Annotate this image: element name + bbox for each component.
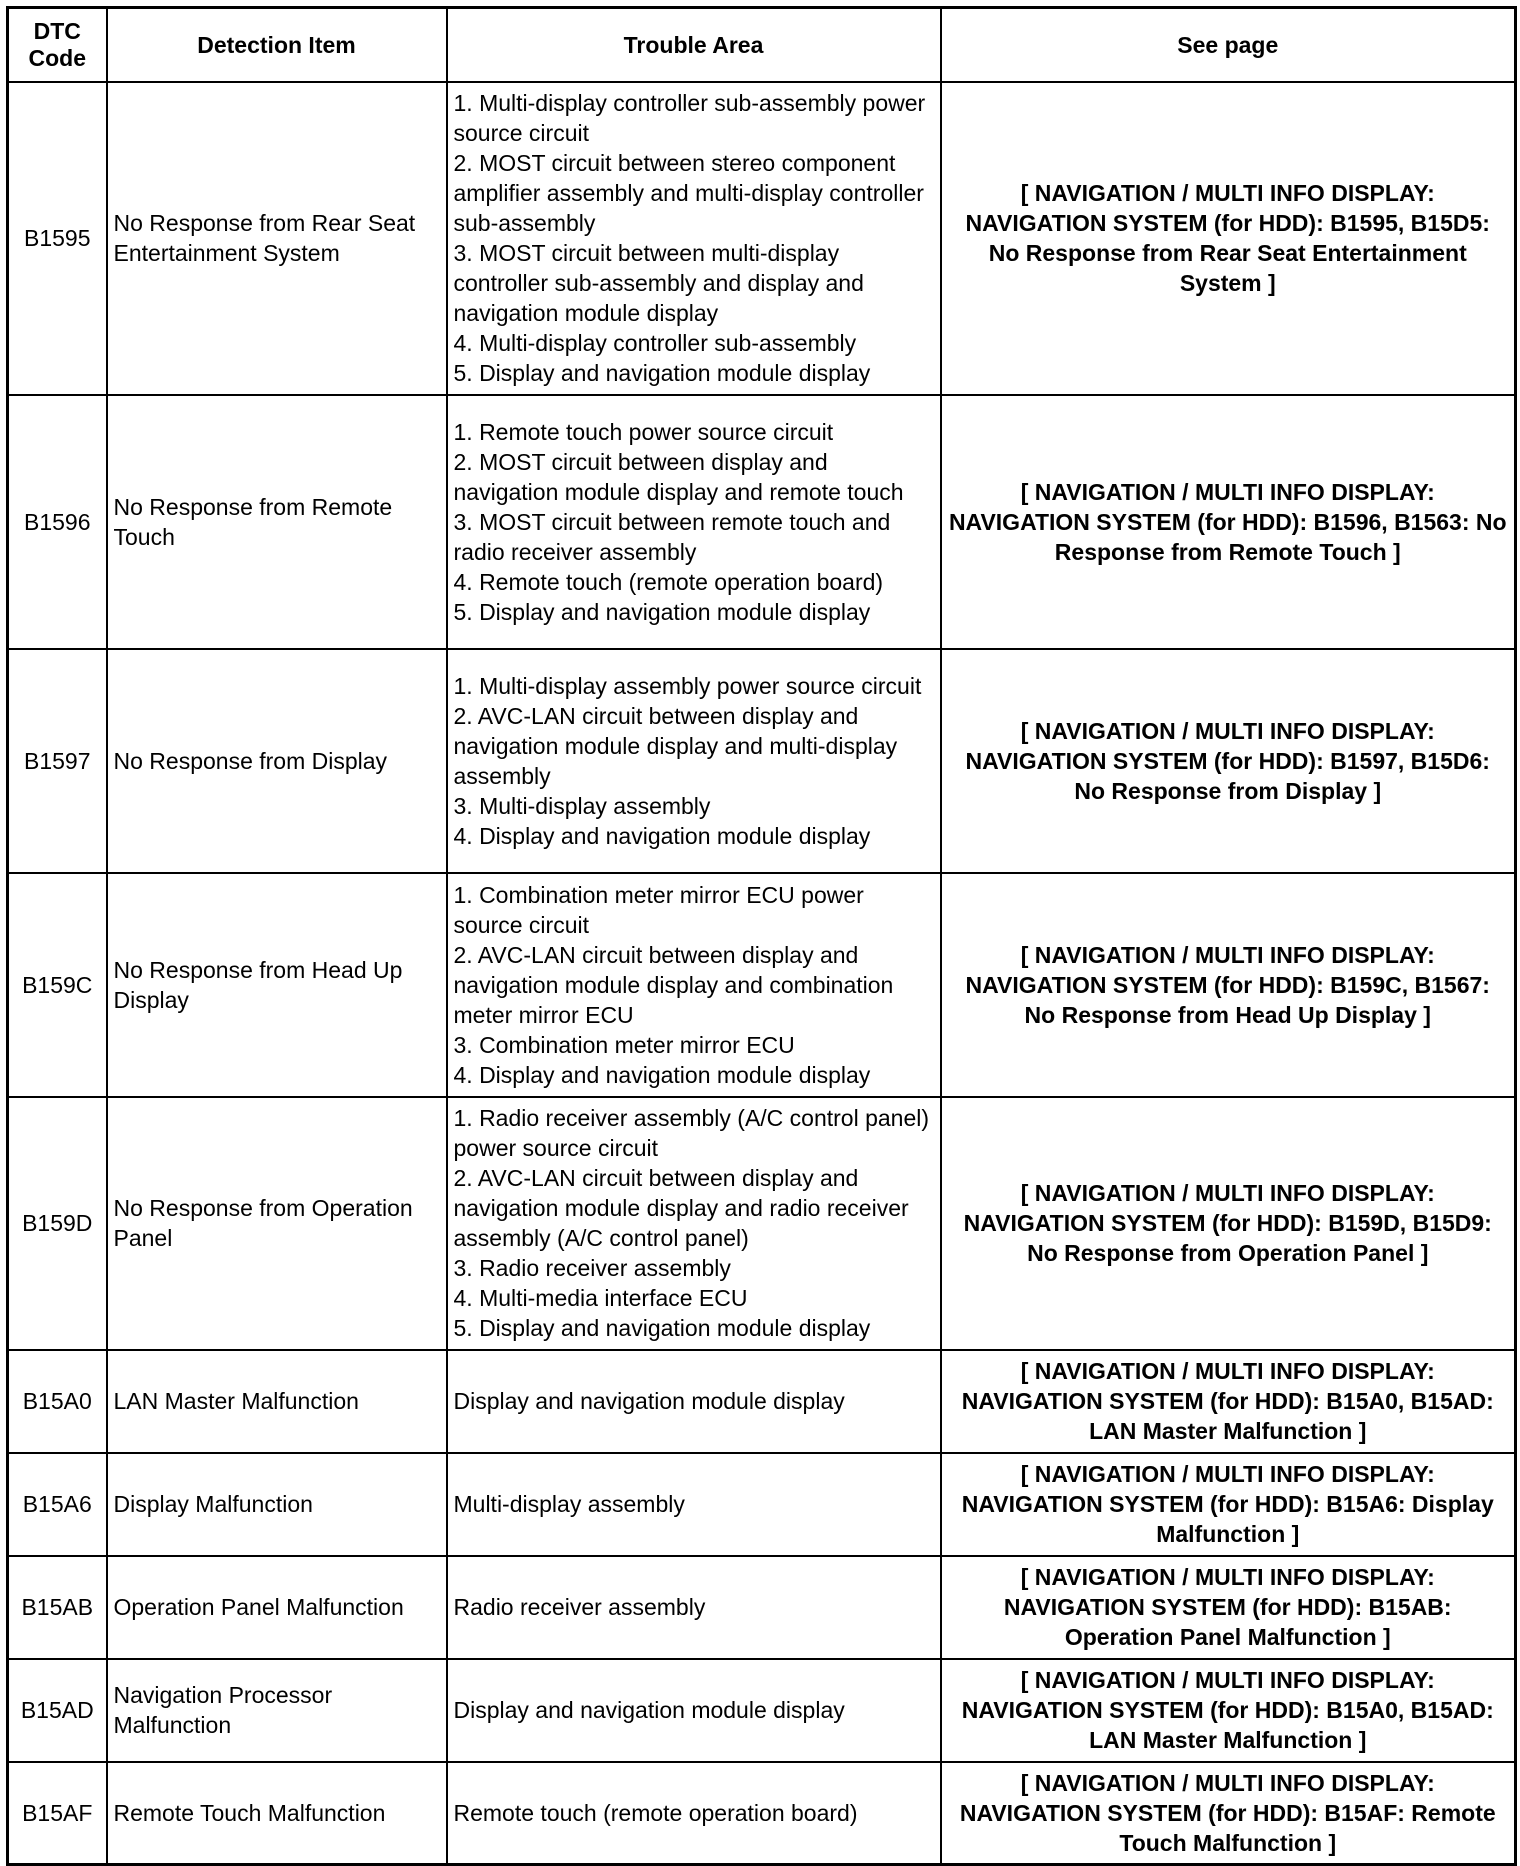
detection-item: Display Malfunction [107,1453,447,1556]
detection-item: Operation Panel Malfunction [107,1556,447,1659]
trouble-area-line: 3. Combination meter mirror ECU [453,1031,795,1058]
trouble-area-line: 4. Multi-display controller sub-assembly [453,330,857,356]
header-see-page: See page [941,8,1516,82]
trouble-area [447,1453,941,1556]
table-row [8,395,1516,649]
trouble-area-line: Display and navigation module display [453,1697,845,1723]
header-row [8,8,1516,82]
trouble-area [447,649,941,873]
see-page-reference[interactable]: [ NAVIGATION / MULTI INFO DISPLAY: NAVIGATION SYSTEM (for HDD): B159D, B15D9: No Response from Operation Panel ] [941,1097,1516,1350]
trouble-area [447,1556,941,1659]
detection-item: LAN Master Malfunction [107,1350,447,1453]
trouble-area-line: 2. AVC-LAN circuit between display and navigation module display and combination meter mirror ECU [453,941,894,1028]
table-row [8,1556,1516,1659]
trouble-area-line: 3. Multi-display assembly [453,792,711,819]
trouble-area-line: 2. AVC-LAN circuit between display and navigation module display and radio receiver assembly (A/C control panel) [453,1165,909,1251]
table-row [8,1350,1516,1453]
trouble-area-line: 3. MOST circuit between multi-display controller sub-assembly and display and navigation module display [453,240,864,326]
dtc-code: B1595 [8,82,107,395]
dtc-code: B1597 [8,649,107,873]
header-trouble-area: Trouble Area [447,8,941,82]
table-row [8,1097,1516,1350]
trouble-area-line: Remote touch (remote operation board) [453,1799,858,1826]
dtc-code: B1596 [8,395,107,649]
dtc-code: B159D [8,1097,107,1350]
trouble-area [447,1097,941,1350]
detection-item: Navigation Processor Malfunction [107,1659,447,1762]
trouble-area-line: 4. Display and navigation module display [453,822,871,849]
trouble-area [447,1659,941,1762]
table-row [8,1762,1516,1865]
trouble-area-line: 4. Display and navigation module display [453,1061,871,1088]
see-page-reference[interactable]: [ NAVIGATION / MULTI INFO DISPLAY: NAVIGATION SYSTEM (for HDD): B15AB: Operation Panel Malfunction ] [941,1556,1516,1659]
header-dtc-code: DTC Code [8,8,107,82]
trouble-area [447,1350,941,1453]
dtc-code: B15AD [8,1659,107,1762]
table-row [8,1453,1516,1556]
table-row [8,82,1516,395]
trouble-area [447,873,941,1097]
see-page-reference[interactable]: [ NAVIGATION / MULTI INFO DISPLAY: NAVIGATION SYSTEM (for HDD): B15A0, B15AD: LAN Master Malfunction ] [941,1350,1516,1453]
see-page-reference[interactable]: [ NAVIGATION / MULTI INFO DISPLAY: NAVIGATION SYSTEM (for HDD): B159C, B1567: No Response from Head Up Display ] [941,873,1516,1097]
trouble-area [447,1762,941,1865]
dtc-table-container [6,6,1517,1866]
trouble-area-line: 5. Display and navigation module display [453,598,871,625]
detection-item: No Response from Rear Seat Entertainment System [107,82,447,395]
table-row [8,649,1516,873]
see-page-reference[interactable]: [ NAVIGATION / MULTI INFO DISPLAY: NAVIGATION SYSTEM (for HDD): B15AF: Remote Touch Malfunction ] [941,1762,1516,1865]
dtc-code: B15AF [8,1762,107,1865]
trouble-area-line: 1. Multi-display controller sub-assembly power source circuit [453,90,926,146]
see-page-reference[interactable]: [ NAVIGATION / MULTI INFO DISPLAY: NAVIGATION SYSTEM (for HDD): B1597, B15D6: No Response from Display ] [941,649,1516,873]
trouble-area [447,82,941,395]
see-page-reference[interactable]: [ NAVIGATION / MULTI INFO DISPLAY: NAVIGATION SYSTEM (for HDD): B1595, B15D5: No Response from Rear Seat Entertainment System ] [941,82,1516,395]
see-page-reference[interactable]: [ NAVIGATION / MULTI INFO DISPLAY: NAVIGATION SYSTEM (for HDD): B15A0, B15AD: LAN Master Malfunction ] [941,1659,1516,1762]
see-page-reference[interactable]: [ NAVIGATION / MULTI INFO DISPLAY: NAVIGATION SYSTEM (for HDD): B15A6: Display Malfunction ] [941,1453,1516,1556]
trouble-area-line: 3. MOST circuit between remote touch and radio receiver assembly [453,508,891,565]
trouble-area-line: 5. Display and navigation module display [453,360,871,386]
trouble-area-line: 2. MOST circuit between display and navigation module display and remote touch [453,448,904,505]
detection-item: No Response from Display [107,649,447,873]
trouble-area-line: 1. Remote touch power source circuit [453,418,834,445]
trouble-area-line: Display and navigation module display [453,1388,845,1414]
trouble-area-line: 1. Multi-display assembly power source circuit [453,672,922,699]
see-page-reference[interactable]: [ NAVIGATION / MULTI INFO DISPLAY: NAVIGATION SYSTEM (for HDD): B1596, B1563: No Response from Remote Touch ] [941,395,1516,649]
trouble-area-line: 2. AVC-LAN circuit between display and navigation module display and multi-display assembly [453,702,898,789]
detection-item: No Response from Remote Touch [107,395,447,649]
trouble-area-line: 2. MOST circuit between stereo component amplifier assembly and multi-display controller sub-assembly [453,150,924,236]
detection-item: Remote Touch Malfunction [107,1762,447,1865]
dtc-code: B15A6 [8,1453,107,1556]
trouble-area-line: 4. Multi-media interface ECU [453,1285,748,1311]
table-row [8,873,1516,1097]
trouble-area-line: 1. Radio receiver assembly (A/C control panel) power source circuit [453,1105,930,1161]
trouble-area-line: 1. Combination meter mirror ECU power source circuit [453,881,864,938]
dtc-code: B159C [8,873,107,1097]
trouble-area-line: Multi-display assembly [453,1491,685,1517]
trouble-area-line: 5. Display and navigation module display [453,1315,871,1341]
trouble-area-line: 3. Radio receiver assembly [453,1255,731,1281]
dtc-table [6,6,1517,1866]
table-row [8,1659,1516,1762]
detection-item: No Response from Head Up Display [107,873,447,1097]
trouble-area-line: 4. Remote touch (remote operation board) [453,568,884,595]
dtc-code: B15A0 [8,1350,107,1453]
dtc-code: B15AB [8,1556,107,1659]
trouble-area [447,395,941,649]
header-detection-item: Detection Item [107,8,447,82]
trouble-area-line: Radio receiver assembly [453,1594,706,1620]
detection-item: No Response from Operation Panel [107,1097,447,1350]
